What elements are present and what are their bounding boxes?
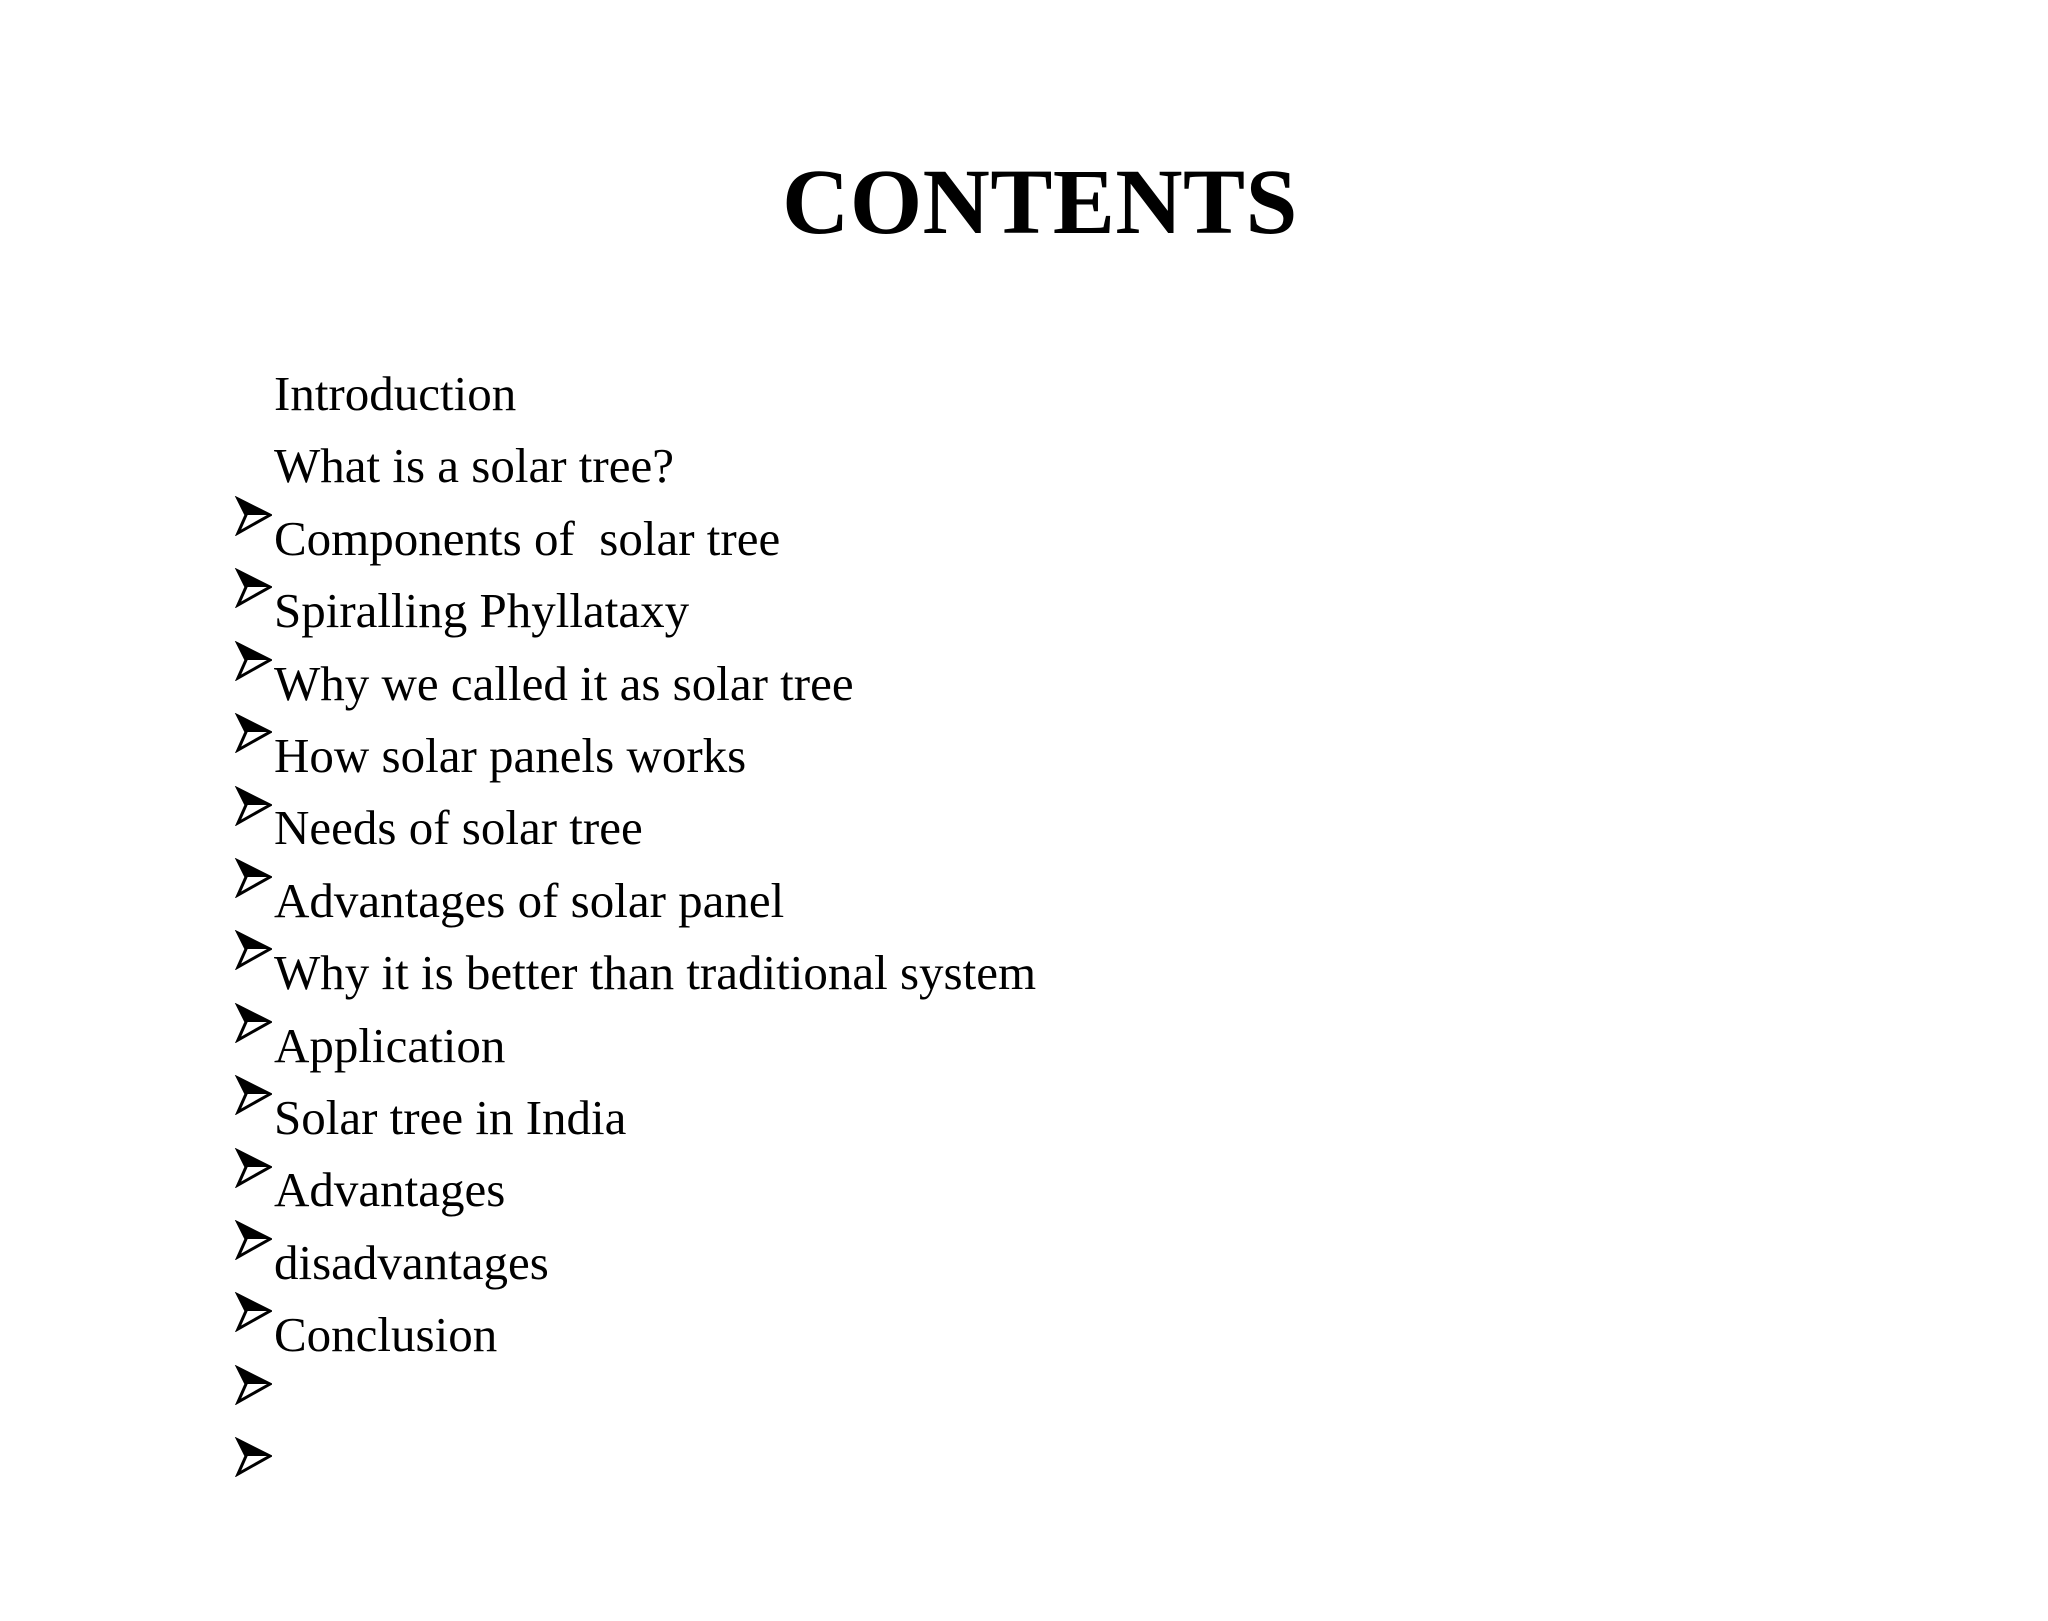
contents-item-label: Introduction bbox=[274, 366, 517, 421]
arrow-bullet-icon bbox=[234, 859, 272, 899]
contents-item bbox=[234, 714, 1036, 786]
contents-item-label: Needs of solar tree bbox=[274, 800, 643, 856]
arrow-bullet-icon bbox=[234, 569, 272, 609]
contents-item-label: Solar tree in India bbox=[274, 1089, 627, 1145]
contents-item-label: disadvantages bbox=[274, 1234, 549, 1290]
arrow-bullet-icon bbox=[234, 786, 272, 826]
contents-item bbox=[234, 1293, 1036, 1365]
contents-item bbox=[234, 352, 1036, 424]
contents-item-label: Conclusion bbox=[274, 1307, 498, 1363]
arrow-bullet-icon bbox=[234, 424, 272, 464]
contents-item-label: What is a solar tree? bbox=[274, 438, 674, 494]
contents-item bbox=[234, 1004, 1036, 1076]
contents-item bbox=[234, 859, 1036, 931]
contents-item bbox=[234, 569, 1036, 641]
arrow-bullet-icon bbox=[234, 714, 272, 754]
contents-item-label: Why we called it as solar tree bbox=[274, 655, 854, 711]
contents-item bbox=[234, 931, 1036, 1003]
contents-item-label: Spiralling Phyllataxy bbox=[274, 583, 690, 639]
contents-item-label: Application bbox=[274, 1017, 506, 1073]
arrow-bullet-icon bbox=[234, 1221, 272, 1261]
contents-item bbox=[234, 786, 1036, 858]
contents-item-label: How solar panels works bbox=[274, 727, 747, 783]
contents-item bbox=[234, 642, 1036, 714]
arrow-bullet-icon bbox=[234, 642, 272, 682]
contents-item-label: Advantages of solar panel bbox=[274, 872, 785, 928]
arrow-bullet-icon bbox=[234, 1004, 272, 1044]
contents-item bbox=[234, 424, 1036, 496]
contents-item-label: Why it is better than traditional system bbox=[274, 945, 1037, 1001]
slide-title: CONTENTS bbox=[782, 151, 1298, 254]
contents-item-label: Components of solar tree bbox=[274, 510, 781, 566]
contents-item-label: Advantages bbox=[274, 1162, 506, 1218]
arrow-bullet-icon bbox=[234, 497, 272, 537]
arrow-bullet-icon bbox=[234, 1076, 272, 1116]
contents-item bbox=[234, 1221, 1036, 1293]
arrow-bullet-icon bbox=[234, 1293, 272, 1333]
arrow-bullet-icon bbox=[234, 931, 272, 971]
contents-item bbox=[234, 1148, 1036, 1220]
contents-list bbox=[234, 352, 1036, 1365]
contents-item bbox=[234, 497, 1036, 569]
arrow-bullet-icon bbox=[234, 1148, 272, 1188]
arrow-bullet-icon bbox=[234, 352, 272, 392]
contents-item bbox=[234, 1076, 1036, 1148]
